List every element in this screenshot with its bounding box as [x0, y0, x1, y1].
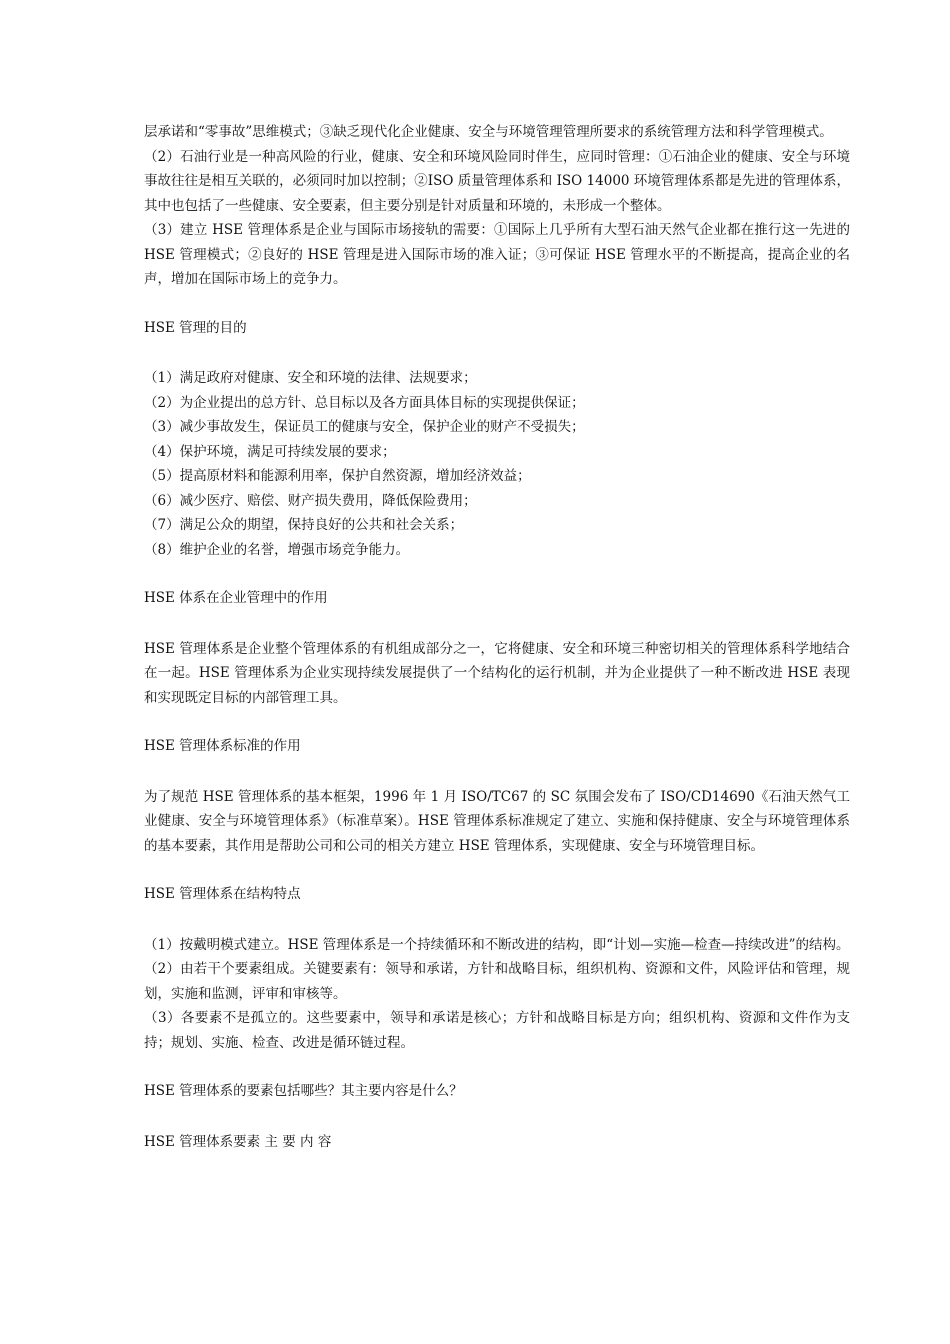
section-heading-role: HSE 体系在企业管理中的作用	[144, 590, 328, 606]
spacer	[144, 1055, 850, 1079]
section-heading-standard: HSE 管理体系标准的作用	[144, 738, 301, 754]
spacer	[144, 562, 850, 586]
document-body	[144, 120, 850, 1154]
structure-paragraph-1: （1）按戴明模式建立。HSE 管理体系是一个持续循环和不断改进的结构，即“计划—实施—检查—持续改进”的结构。	[144, 936, 850, 953]
spacer	[144, 759, 850, 785]
purpose-list	[144, 366, 850, 562]
list-item: （1）满足政府对健康、安全和环境的法律、法规要求；	[144, 370, 477, 386]
role-paragraph: HSE 管理体系是企业整个管理体系的有机组成部分之一，它将健康、安全和环境三种密切相关的管理体系科学地结合在一起。HSE 管理体系为企业实现持续发展提供了一个结构化的运行机制，并为企业提供了一种不断改进 HSE 表现和实现既定目标的内部管理工具。	[144, 640, 850, 706]
list-item: （8）维护企业的名誉，增强市场竞争能力。	[144, 541, 410, 558]
list-item: （2）为企业提出的总方针、总目标以及各方面具体目标的实现提供保证；	[144, 394, 585, 411]
elements-question: HSE 管理体系的要素包括哪些？其主要内容是什么？	[144, 1083, 463, 1099]
intro-paragraph-continuation: 层承诺和“零事故”思维模式；③缺乏现代化企业健康、安全与环境管理管理所要求的系统管理方法和科学管理模式。	[144, 124, 833, 140]
spacer	[144, 611, 850, 637]
list-item: （5）提高原材料和能源利用率，保护自然资源，增加经济效益；	[144, 468, 531, 484]
list-item: （7）满足公众的期望，保持良好的公共和社会关系；	[144, 517, 464, 533]
spacer	[144, 340, 850, 366]
spacer	[144, 1104, 850, 1130]
list-item: （6）减少医疗、赔偿、财产损失费用，降低保险费用；	[144, 492, 477, 509]
elements-table-header: HSE 管理体系要素 主 要 内 容	[144, 1133, 332, 1150]
intro-paragraph-2: （2）石油行业是一种高风险的行业，健康、安全和环境风险同时伴生，应同时管理：①石油企业的健康、安全与环境事故往往是相互关联的，必须同时加以控制；②ISO 质量管理体系和 ISO 14000 环境管理体系都是先进的管理体系，其中也包括了一些健康、安全要素，但主要分别是针对质量和环境的，未形成一个整体。	[144, 148, 850, 214]
structure-paragraph-3: （3）各要素不是孤立的。这些要素中，领导和承诺是核心；方针和战略目标是方向；组织机构、资源和文件作为支持；规划、实施、检查、改进是循环链过程。	[144, 1010, 850, 1051]
spacer	[144, 710, 850, 734]
list-item: （3）减少事故发生，保证员工的健康与安全，保护企业的财产不受损失；	[144, 419, 585, 435]
intro-paragraph-3: （3）建立 HSE 管理体系是企业与国际市场接轨的需要：①国际上几乎所有大型石油天然气企业都在推行这一先进的 HSE 管理模式；②良好的 HSE 管理是进入国际市场的准入证；③可保证 HSE 管理水平的不断提高，提高企业的名声，增加在国际市场上的竞争力。	[144, 222, 850, 287]
spacer	[144, 858, 850, 882]
standard-paragraph: 为了规范 HSE 管理体系的基本框架，1996 年 1 月 ISO/TC67 的 SC 氛围会发布了 ISO/CD14690《石油天然气工业健康、安全与环境管理体系》（标准草案）。HSE 管理体系标准规定了建立、实施和保持健康、安全与环境管理体系的基本要素，其作用是帮助公司和公司的相关方建立 HSE 管理体系，实现健康、安全与环境管理目标。	[144, 788, 850, 854]
spacer	[144, 292, 850, 316]
section-heading-structure: HSE 管理体系在结构特点	[144, 886, 301, 902]
spacer	[144, 907, 850, 933]
list-item: （4）保护环境，满足可持续发展的要求；	[144, 443, 396, 460]
structure-paragraph-2: （2）由若干个要素组成。关键要素有：领导和承诺，方针和战略目标，组织机构、资源和文件，风险评估和管理，规划，实施和监测，评审和审核等。	[144, 961, 850, 1002]
section-heading-purpose: HSE 管理的目的	[144, 319, 247, 336]
